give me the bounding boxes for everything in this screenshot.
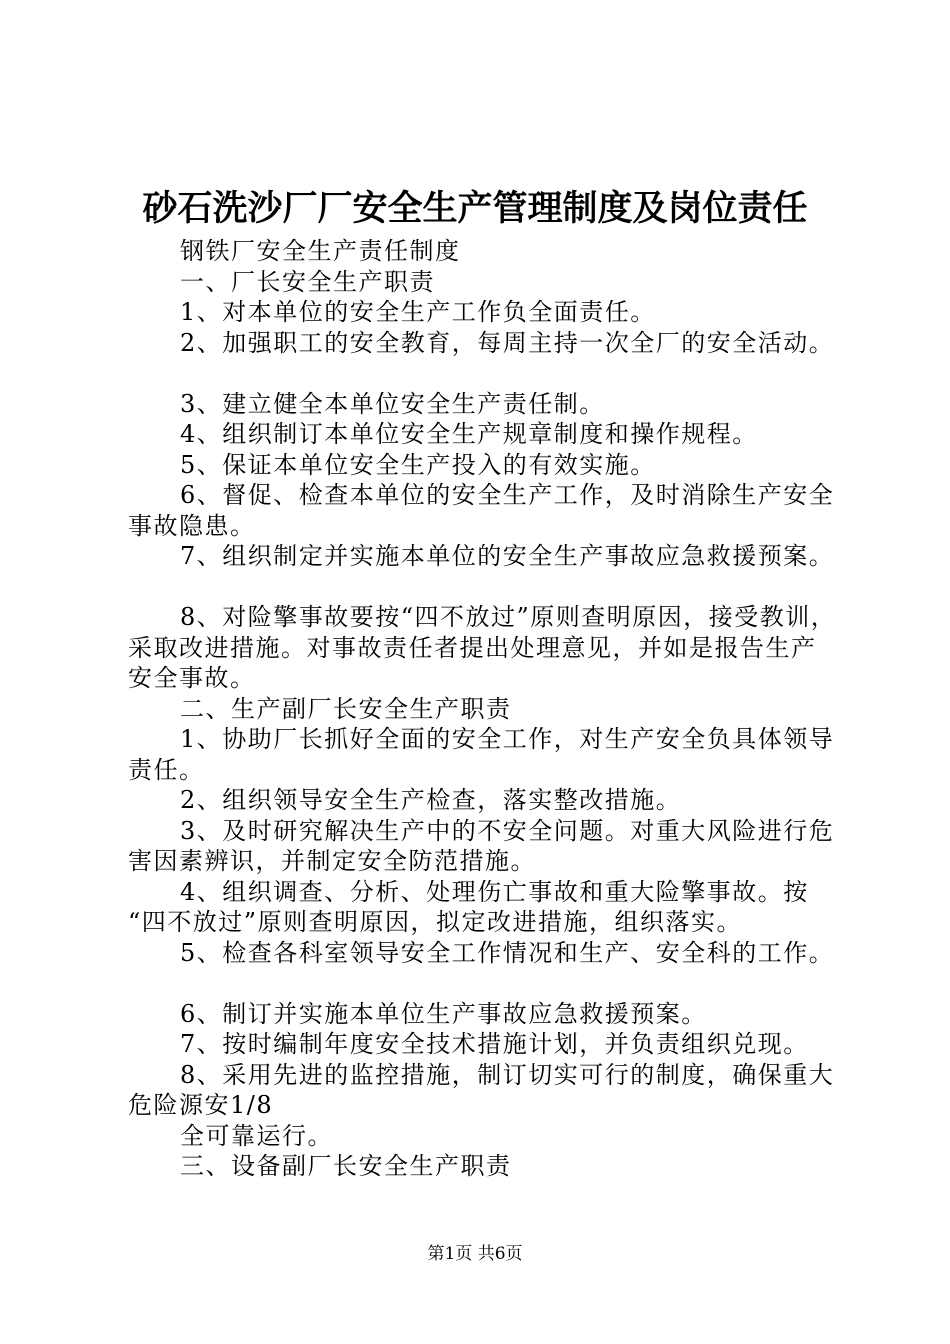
text-line: 3、及时研究解决生产中的不安全问题。对重大风险进行危: [180, 816, 835, 845]
text-line: 5、保证本单位安全生产投入的有效实施。: [180, 450, 656, 479]
text-line: 危险源安1/8: [128, 1091, 274, 1119]
blank-line: [128, 358, 838, 389]
text-line: 4、组织制订本单位安全生产规章制度和操作规程。: [180, 420, 758, 448]
text-line: 2、加强职工的安全教育，每周主持一次全厂的安全活动。: [180, 328, 835, 357]
text-line: 一、厂长安全生产职责: [180, 267, 435, 296]
text-line: 7、组织制定并实施本单位的安全生产事故应急救援预案。: [180, 542, 835, 570]
text-line: 7、按时编制年度安全技术措施计划，并负责组织兑现。: [180, 1030, 809, 1058]
blank-line: [128, 968, 838, 999]
page-footer: 第1页 共6页: [427, 1244, 523, 1264]
text-line: 5、检查各科室领导安全工作情况和生产、安全科的工作。: [180, 938, 835, 967]
text-line: 1、对本单位的安全生产工作负全面责任。: [180, 298, 656, 326]
blank-line: [128, 572, 838, 603]
text-line: 6、督促、检查本单位的安全生产工作，及时消除生产安全: [180, 481, 835, 509]
text-line: “四不放过”原则查明原因，拟定改进措施，组织落实。: [128, 908, 743, 936]
text-line: 6、制订并实施本单位生产事故应急救援预案。: [180, 999, 707, 1028]
text-line: 1、协助厂长抓好全面的安全工作，对生产安全负具体领导: [180, 725, 835, 753]
text-line: 8、对险擎事故要按“四不放过”原则查明原因，接受教训，: [180, 603, 837, 631]
text-line: 安全事故。: [128, 664, 256, 692]
text-line: 8、采用先进的监控措施，制订切实可行的制度，确保重大: [180, 1060, 835, 1089]
text-line: 全可靠运行。: [180, 1121, 333, 1150]
text-line: 4、组织调查、分析、处理伤亡事故和重大险擎事故。按: [180, 877, 809, 906]
text-line: 三、设备副厂长安全生产职责: [180, 1152, 512, 1180]
document-title: 砂石洗沙厂厂安全生产管理制度及岗位责任: [142, 188, 808, 229]
text-line: 害因素辨识，并制定安全防范措施。: [128, 847, 536, 875]
text-line: 事故隐患。: [128, 511, 256, 540]
document-body: [128, 236, 838, 1182]
text-line: 二、生产副厂长安全生产职责: [180, 694, 512, 723]
text-line: 钢铁厂安全生产责任制度: [180, 237, 461, 265]
text-line: 责任。: [128, 755, 205, 784]
text-line: 采取改进措施。对事故责任者提出处理意见，并如是报告生产: [128, 633, 817, 662]
text-line: 2、组织领导安全生产检查，落实整改措施。: [180, 786, 682, 814]
text-line: 3、建立健全本单位安全生产责任制。: [180, 389, 605, 418]
